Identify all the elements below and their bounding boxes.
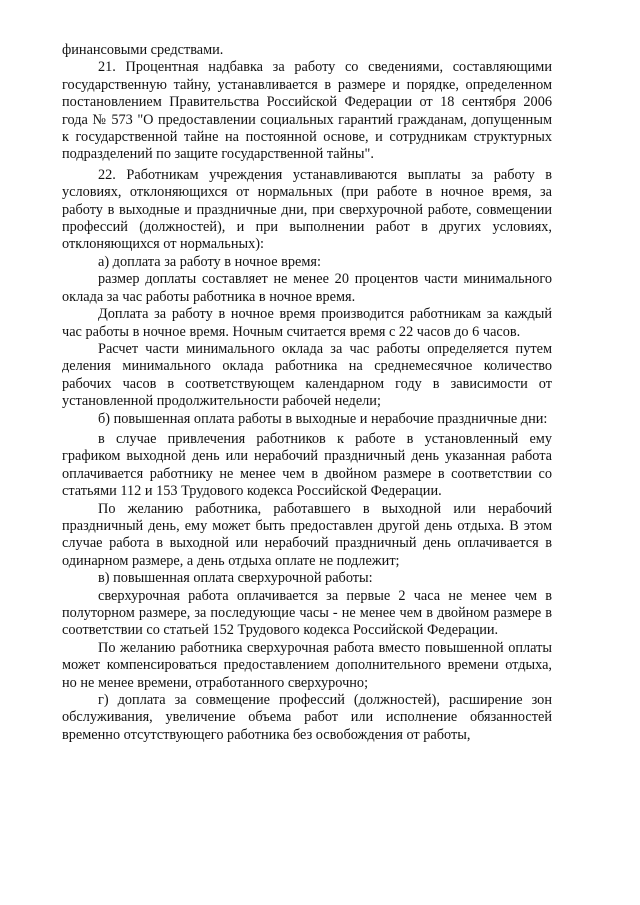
paragraph-22a-hours: Доплата за работу в ночное время производится работникам за каждый час работы в ночное время. Ночным считается время с 22 часов до 6 часов. <box>62 306 552 340</box>
paragraph-22v-compensation: По желанию работника сверхурочная работа вместо повышенной оплаты может компенсироваться предоставлением дополнительного времени отдыха, но не менее времени, отработанного сверхурочно; <box>62 639 552 691</box>
paragraph-22b-heading: б) повышенная оплата работы в выходные и нерабочие праздничные дни: <box>98 410 548 427</box>
paragraph-22v-rates: сверхурочная работа оплачивается за первые 2 часа не менее чем в полуторном размере, за последующие часы - не менее чем в двойном размере в соответствии со статьей 152 Трудового кодекса Российской Федерации. <box>62 587 552 639</box>
paragraph-22a-calc: Расчет части минимального оклада за час работы определяется путем деления минимального оклада работника на среднемесячное количество рабочих часов в соответствующем календарном году в зависимости от установленной продолжительности рабочей недели; <box>62 340 552 410</box>
document-page <box>62 42 552 744</box>
paragraph-22b-rest-day: По желанию работника, работавшего в выходной или нерабочий праздничный день, ему может быть предоставлен другой день отдыха. В этом случае работа в выходной или нерабочий праздничный день оплачивается в одинарном размере, а день отдыха оплате не подлежит; <box>62 500 552 569</box>
paragraph-22a-size: размер доплаты составляет не менее 20 процентов части минимального оклада за час работы работника в ночное время. <box>62 271 552 305</box>
paragraph-0: финансовыми средствами. <box>62 42 224 58</box>
paragraph-21: 21. Процентная надбавка за работу со сведениями, составляющими государственную тайну, устанавливается в размере и порядке, определенном постановлением Правительства Российской Федерации от 18 сентября 2006 года № 573 "О предоставлении социальных гарантий гражданам, допущенным к государственной тайне на постоянной основе, и сотрудникам структурных подразделений по защите государственной тайны". <box>62 59 552 163</box>
paragraph-22a-heading: а) доплата за работу в ночное время: <box>98 253 321 270</box>
paragraph-22: 22. Работникам учреждения устанавливаются выплаты за работу в условиях, отклоняющихся от нормальных (при работе в ночное время, за работу в выходные и праздничные дни, при сверхурочной работе, совмещении профессий (должностей), и при выполнении работ в других условиях, отклоняющихся от нормальных): <box>62 166 552 253</box>
paragraph-22b-double: в случае привлечения работников к работе в установленный ему графиком выходной день или нерабочий праздничный день указанная работа оплачивается работнику не менее чем в двойном размере в соответствии со статьями 112 и 153 Трудового кодекса Российской Федерации. <box>62 430 552 500</box>
paragraph-22v-heading: в) повышенная оплата сверхурочной работы: <box>98 570 373 587</box>
paragraph-22g-heading: г) доплата за совмещение профессий (должностей), расширение зон обслуживания, увеличение объема работ или исполнение обязанностей временно отсутствующего работника без освобождения от работы, <box>62 692 552 743</box>
